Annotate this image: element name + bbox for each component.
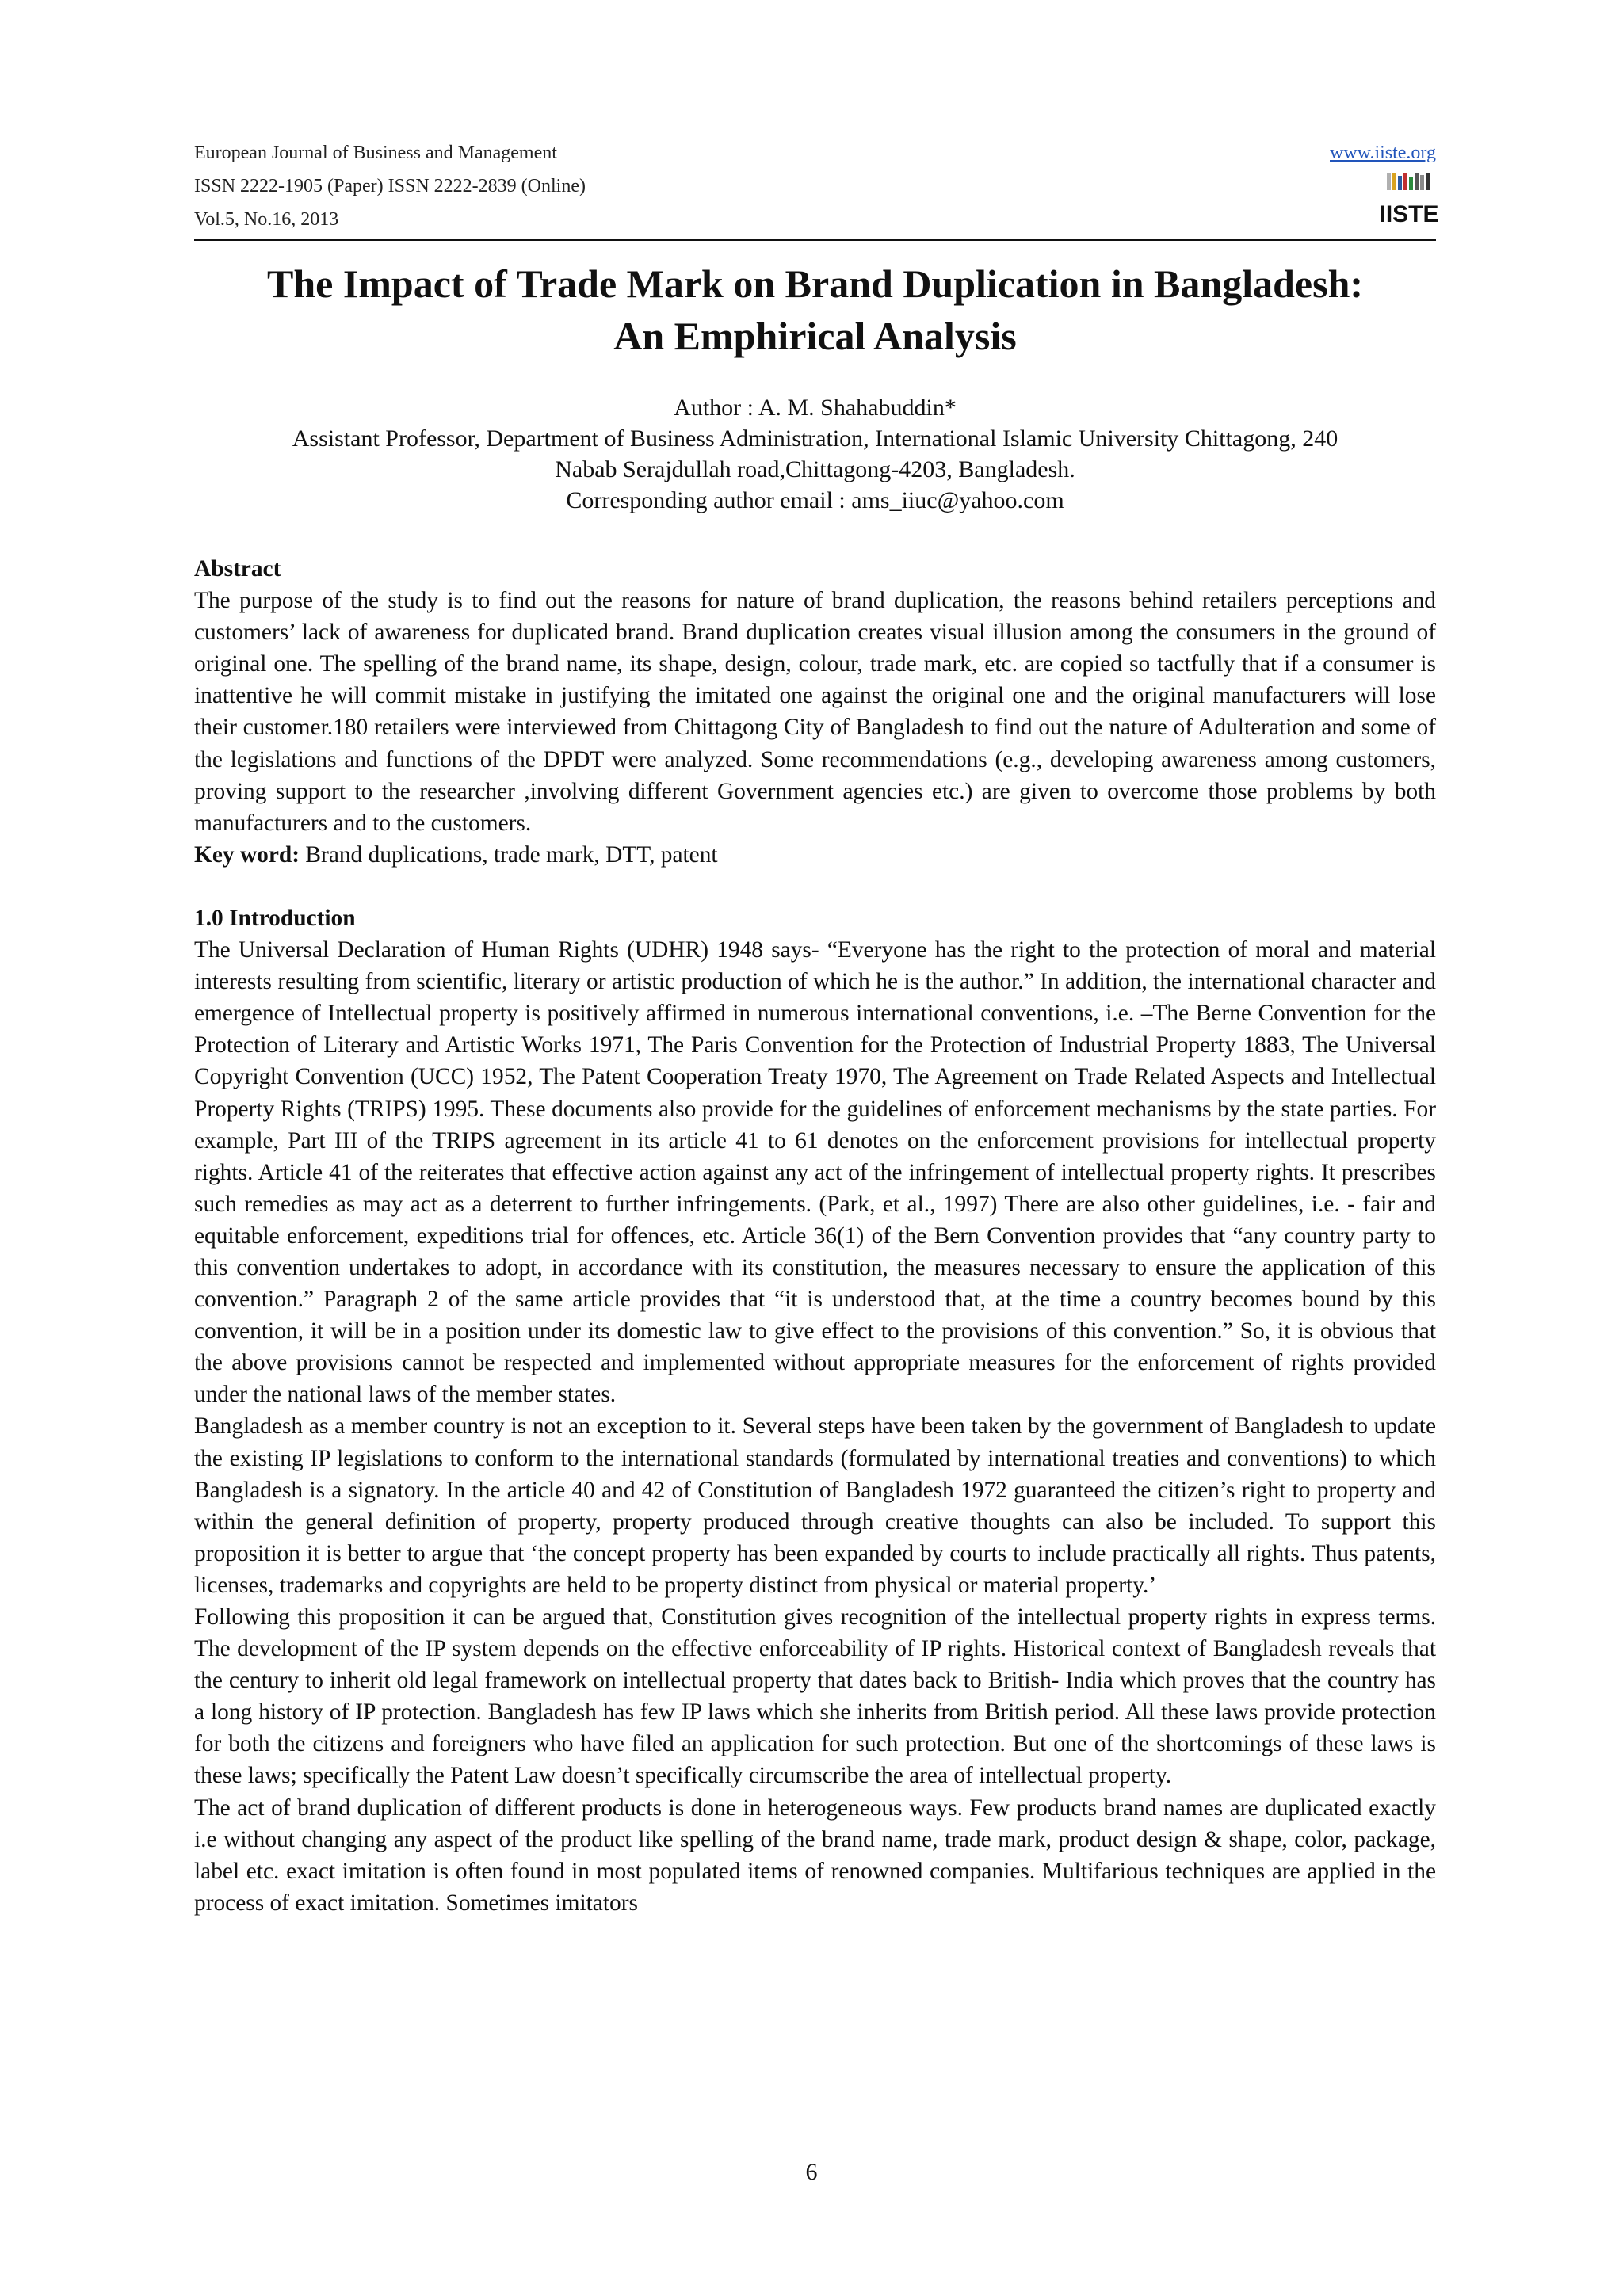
- introduction-paragraph: The Universal Declaration of Human Rights (UDHR) 1948 says- “Everyone has the right to the protection of moral and material interests resulting from scientific, literary or artistic production of which he is the author.” In addition, the international character and emergence of Intellectual property is positively affirmed in numerous international conventions, i.e. –The Berne Convention for the Protection of Literary and Artistic Works 1971, The Paris Convention for the Protection of Industrial Property 1883, The Universal Copyright Convention (UCC) 1952, The Patent Cooperation Treaty 1970, The Agreement on Trade Related Aspects and Intellectual Property Rights (TRIPS) 1995. These documents also provide for the guidelines of enforcement mechanisms by the state parties. For example, Part III of the TRIPS agreement in its article 41 to 61 denotes on the enforcement provisions for intellectual property rights. Article 41 of the reiterates that effective action against any act of the infringement of intellectual property rights. It prescribes such remedies as may act as a deterrent to further infringements. (Park, et al., 1997) There are also other guidelines, i.e. - fair and equitable enforcement, expeditions trial for offences, etc. Article 36(1) of the Bern Convention provides that “any country party to this convention undertakes to adopt, in accordance with its constitution, the measures necessary to ensure the application of this convention.” Paragraph 2 of the same article provides that “it is understood that, at the time a country becomes bound by this convention, it will be in a position under its domestic law to give effect to the provisions of this convention.” So, it is obvious that the above provisions cannot be respected and implemented without appropriate measures for the enforcement of rights provided under the national laws of the member states.: [194, 937, 1436, 1408]
- author-email: Corresponding author email : ams_iiuc@yahoo.com: [566, 487, 1064, 513]
- journal-header: [194, 136, 1439, 238]
- title-line-2: An Emphirical Analysis: [613, 314, 1017, 358]
- iiste-logo-icon: [1379, 173, 1439, 228]
- introduction-paragraph: Bangladesh as a member country is not an exception to it. Several steps have been taken by the government of Bangladesh to update the existing IP legislations to conform to the international standards (formulated by international treaties and conventions) to which Bangladesh is a signatory. In the article 40 and 42 of Constitution of Bangladesh 1972 guaranteed the citizen’s right to property and within the general definition of property, property produced through creative thoughts can also be included. To support this proposition it is better to argue that ‘the concept property has been expanded by courts to include practically all rights. Thus patents, licenses, trademarks and copyrights are held to be property distinct from physical or material property.’: [194, 1413, 1436, 1598]
- author-block: [194, 392, 1436, 516]
- author-name: Author : A. M. Shahabuddin*: [674, 395, 957, 421]
- svg-text:IISTE: IISTE: [1379, 201, 1439, 227]
- author-affiliation: Assistant Professor, Department of Business Administration, International Islamic University Chittagong, 240: [292, 425, 1338, 452]
- header-divider: [194, 239, 1436, 241]
- paper-body: [194, 553, 1436, 1919]
- page-number: 6: [805, 2159, 818, 2185]
- author-address: Nabab Serajdullah road,Chittagong-4203, Bangladesh.: [555, 456, 1075, 482]
- abstract-heading: Abstract: [194, 556, 281, 582]
- title-line-1: The Impact of Trade Mark on Brand Duplication in Bangladesh:: [266, 261, 1364, 306]
- journal-url-link[interactable]: www.iiste.org: [1330, 143, 1436, 163]
- introduction-heading: 1.0 Introduction: [194, 905, 356, 931]
- introduction-paragraph: The act of brand duplication of different products is done in heterogeneous ways. Few products brand names are duplicated exactly i.e without changing any aspect of the product like spelling of the brand name, trade mark, product design & shape, color, package, label etc. exact imitation is often found in most populated items of renowned companies. Multifarious techniques are applied in the process of exact imitation. Sometimes imitators: [194, 1794, 1436, 1916]
- keywords-label: Key word:: [194, 841, 300, 868]
- keywords-text: Brand duplications, trade mark, DTT, patent: [305, 841, 718, 868]
- journal-name: European Journal of Business and Management: [194, 143, 557, 163]
- section-gap: [194, 871, 1436, 902]
- introduction-paragraph: Following this proposition it can be argued that, Constitution gives recognition of the intellectual property rights in express terms. The development of the IP system depends on the effective enforceability of IP rights. Historical context of Bangladesh reveals that the century to inherit old legal framework on intellectual property that dates back to British- India which proves that the country has a long history of IP protection. Bangladesh has few IP laws which she inherits from British period. All these laws provide protection for both the citizens and foreigners who have filed an application for such protection. But one of the shortcomings of these laws is these laws; specifically the Patent Law doesn’t specifically circumscribe the area of intellectual property.: [194, 1604, 1436, 1789]
- paper-title: [194, 257, 1436, 362]
- journal-volume: Vol.5, No.16, 2013: [194, 209, 339, 230]
- journal-issn: ISSN 2222-1905 (Paper) ISSN 2222-2839 (Online): [194, 176, 586, 196]
- abstract-text: The purpose of the study is to find out the reasons for nature of brand duplication, the reasons behind retailers perceptions and customers’ lack of awareness for duplicated brand. Brand duplication creates visual illusion among the consumers in the ground of original one. The spelling of the brand name, its shape, design, colour, trade mark, etc. are copied so tactfully that if a consumer is inattentive he will commit mistake in justifying the imitated one against the original one and the original manufacturers will lose their customer.180 retailers were interviewed from Chittagong City of Bangladesh to find out the nature of Adulteration and some of the legislations and functions of the DPDT were analyzed. Some recommendations (e.g., developing awareness among customers, proving support to the researcher ,involving different Government agencies etc.) are given to overcome those problems by both manufacturers and to the customers.: [194, 588, 1436, 836]
- keywords-line: [194, 839, 1436, 871]
